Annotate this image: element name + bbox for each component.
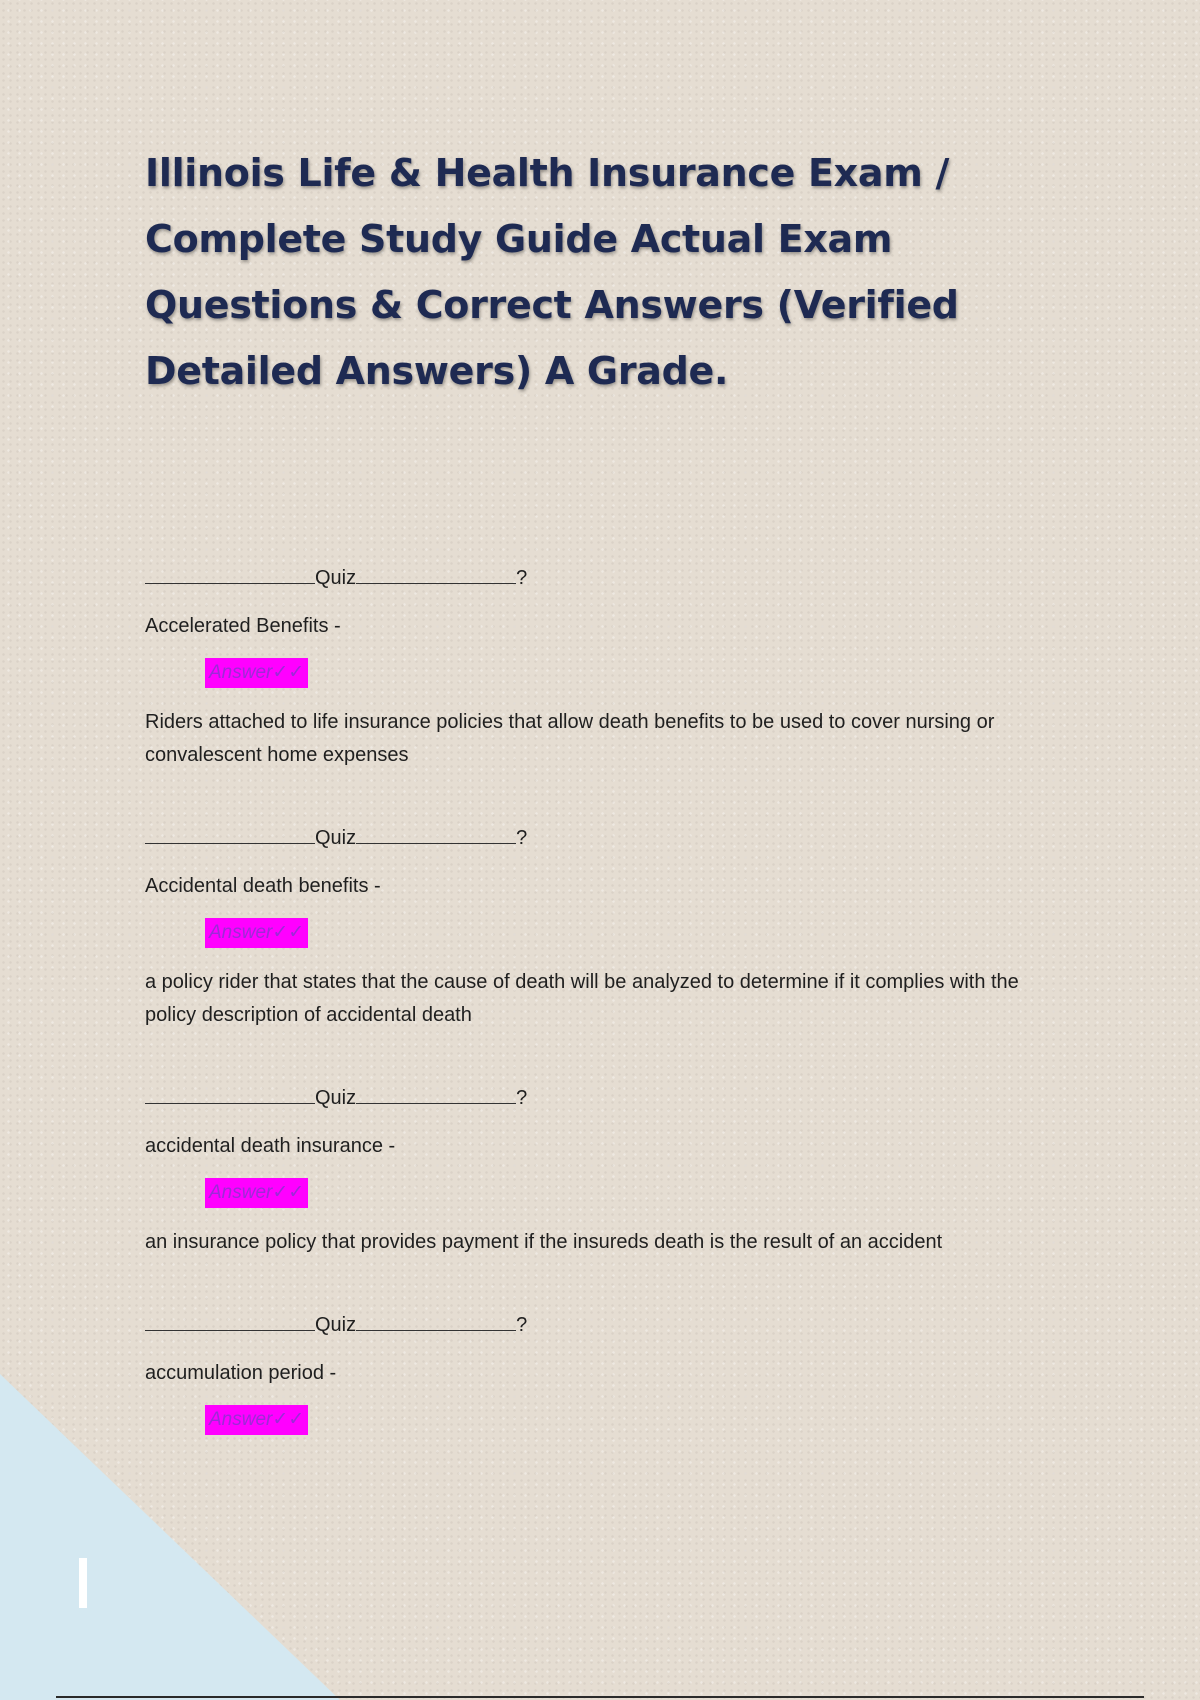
- question-mark: ?: [516, 1314, 528, 1336]
- qa-item: [145, 824, 1065, 1032]
- blank-line: [356, 829, 516, 844]
- term: accumulation period -: [145, 1362, 337, 1384]
- term: Accelerated Benefits -: [145, 615, 341, 637]
- qa-list: [145, 564, 1065, 1435]
- bottom-rule: [56, 1696, 1144, 1698]
- corner-mark: [79, 1558, 87, 1608]
- qa-item: [145, 564, 1065, 772]
- quiz-label: Quiz: [315, 1314, 357, 1336]
- answer-badge: Answer✓✓: [205, 1405, 308, 1435]
- term: Accidental death benefits -: [145, 875, 381, 897]
- qa-item: [145, 1084, 1065, 1259]
- term: accidental death insurance -: [145, 1135, 396, 1157]
- document-page: [145, 140, 1065, 1487]
- quiz-line: [145, 824, 1065, 852]
- blank-line: [356, 1089, 516, 1104]
- blank-line: [145, 569, 315, 584]
- definition: a policy rider that states that the cause of death will be analyzed to determine if it complies with the policy description of accidental death: [145, 971, 1019, 1026]
- quiz-label: Quiz: [315, 1087, 357, 1109]
- blank-line: [356, 569, 516, 584]
- question-mark: ?: [516, 1087, 528, 1109]
- answer-badge: Answer✓✓: [205, 918, 308, 948]
- question-mark: ?: [516, 567, 528, 589]
- answer-badge: Answer✓✓: [205, 1178, 308, 1208]
- definition: an insurance policy that provides payment if the insureds death is the result of an accident: [145, 1231, 943, 1253]
- blank-line: [356, 1316, 516, 1331]
- quiz-line: [145, 564, 1065, 592]
- question-mark: ?: [516, 827, 528, 849]
- answer-row: [145, 900, 1065, 948]
- definition: Riders attached to life insurance policies that allow death benefits to be used to cover nursing or convalescent home expenses: [145, 711, 995, 766]
- blank-line: [145, 1316, 315, 1331]
- answer-badge: Answer✓✓: [205, 658, 308, 688]
- answer-row: [145, 1160, 1065, 1208]
- quiz-line: [145, 1084, 1065, 1112]
- answer-row: [145, 1387, 1065, 1435]
- answer-row: [145, 640, 1065, 688]
- quiz-label: Quiz: [315, 827, 357, 849]
- qa-item: [145, 1311, 1065, 1435]
- quiz-label: Quiz: [315, 567, 357, 589]
- blank-line: [145, 1089, 315, 1104]
- quiz-line: [145, 1311, 1065, 1339]
- document-title: Illinois Life & Health Insurance Exam / Complete Study Guide Actual Exam Questions & Correct Answers (Verified Detailed Answers) A Grade.: [145, 151, 959, 393]
- blank-line: [145, 829, 315, 844]
